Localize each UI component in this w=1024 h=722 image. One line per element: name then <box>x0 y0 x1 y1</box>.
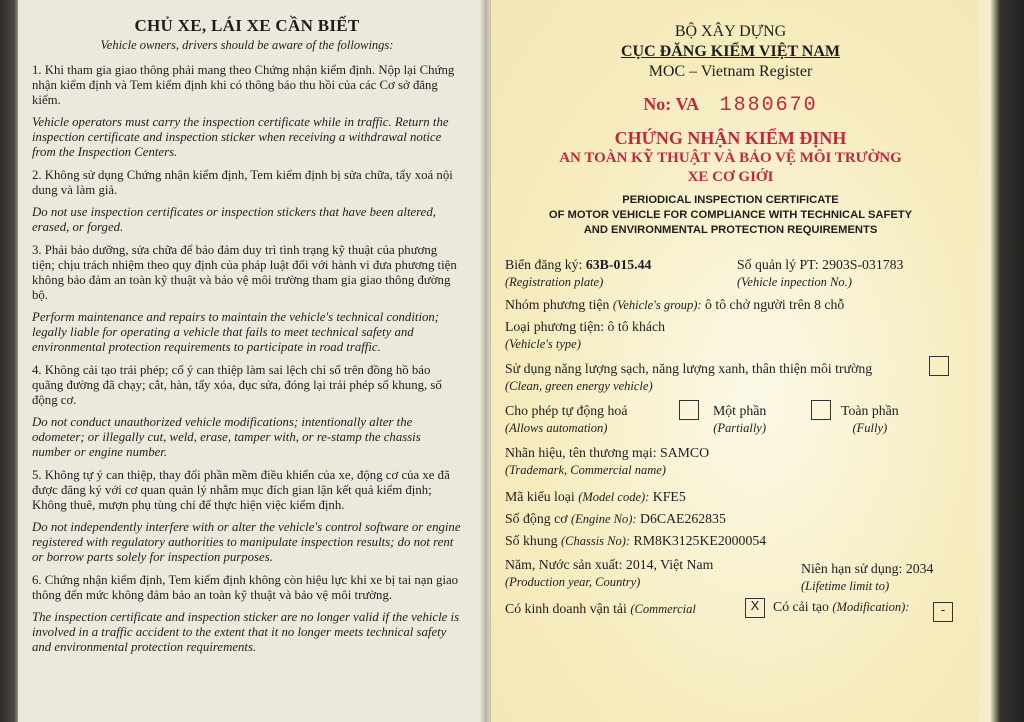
left-page <box>18 0 480 722</box>
certificate-title-en <box>505 193 956 238</box>
field-label: Toàn phần <box>841 403 899 418</box>
field-label-en: (Vehicle's group): <box>612 298 702 312</box>
modification-checkbox[interactable]: - <box>933 602 953 622</box>
notice-en: Do not use inspection certificates or inspection stickers that have been altered, erased, or forged. <box>32 205 436 234</box>
lifetime-field <box>801 560 933 595</box>
field-label-en: (Lifetime limit to) <box>801 579 890 593</box>
field-label: Có kinh doanh vận tải <box>505 601 627 616</box>
chassis-value: RM8K3125KE2000054 <box>633 533 767 548</box>
field-label: Mã kiểu loại <box>505 489 575 504</box>
vehicle-type-field <box>505 318 665 353</box>
registration-value: 63B-015.44 <box>585 257 652 272</box>
notice-en: Do not independently interfere with or alter the vehicle's control software or engine registered with regulatory authorities to manipulate inspection results; do not rent or borrow parts solely for inspection purposes. <box>32 520 461 564</box>
notice-vn: 1. Khi tham gia giao thông phải mang theo Chứng nhận kiểm định. Nộp lại Chứng nhận kiểm định và Tem kiểm định khi có thông báo thu hồi của các Cơ sở đăng kiểm. <box>32 63 455 107</box>
clean-energy-field <box>505 360 872 395</box>
left-title: CHỦ XE, LÁI XE CẦN BIẾT <box>134 16 360 35</box>
field-label-en: (Registration plate) <box>505 275 604 289</box>
notice-item-5 <box>32 468 462 565</box>
field-label-en: (Partially) <box>713 421 767 435</box>
ministry-name: BỘ XÂY DỰNG <box>674 23 787 40</box>
title-en-line: OF MOTOR VEHICLE FOR COMPLIANCE WITH TECHNICAL SAFETY <box>548 209 913 221</box>
registration-field <box>505 256 651 291</box>
vehicle-fields <box>505 256 956 656</box>
field-label: Nhãn hiệu, tên thương mại: <box>505 445 657 460</box>
commercial-checkbox[interactable]: X <box>745 598 765 618</box>
field-label: Số khung <box>505 533 558 548</box>
production-value: 2014, Việt Nam <box>625 557 714 572</box>
field-label-en: (Commercial <box>630 602 696 616</box>
inspection-no-field <box>737 256 903 291</box>
field-label-en: (Production year, Country) <box>505 575 641 589</box>
model-field <box>505 488 686 506</box>
field-label: Nhóm phương tiện <box>505 297 610 312</box>
notice-item-6 <box>32 573 462 655</box>
certificate-page <box>490 0 978 722</box>
field-label-en: (Vehicle's type) <box>505 337 581 351</box>
title-en-line: PERIODICAL INSPECTION CERTIFICATE <box>622 194 839 206</box>
field-label: Biển đăng ký: <box>505 257 583 272</box>
notice-item-1 <box>32 63 462 160</box>
certificate-number <box>505 94 956 117</box>
model-value: KFE5 <box>652 489 686 504</box>
field-label: Cho phép tự động hoá <box>505 403 628 418</box>
field-label-en: (Modification): <box>832 600 910 614</box>
clean-energy-checkbox[interactable] <box>929 356 949 376</box>
field-label-en: (Chassis No): <box>560 534 631 548</box>
agency-name: CỤC ĐĂNG KIỂM VIỆT NAM <box>621 43 840 60</box>
notice-vn: 5. Không tự ý can thiệp, thay đổi phần mềm điều khiển của xe, động cơ của xe đã được đăng ký với cơ quan quản lý nhằm mục đích gian lận kết quả kiểm định; Không thuê, mượn phụ tùng chỉ để thực hiện việc kiểm định. <box>32 468 450 512</box>
number-label: No: VA <box>643 94 700 114</box>
chassis-field <box>505 532 766 550</box>
field-label: Loại phương tiện: <box>505 319 605 334</box>
vehicle-group-value: ô tô chở người trên 8 chỗ <box>705 297 845 312</box>
field-label-en: (Vehicle inpection No.) <box>737 275 852 289</box>
title-en-line: AND ENVIRONMENTAL PROTECTION REQUIREMENTS <box>583 224 878 236</box>
notice-vn: 3. Phải bảo dưỡng, sửa chữa để bảo đảm duy trì tình trạng kỹ thuật của phương tiện; chịu trách nhiệm theo quy định của pháp luật đối với hành vi đưa phương tiện không bảo đảm an toàn kỹ thuật và bảo vệ môi trường tham gia giao thông đường bộ. <box>32 243 457 302</box>
lifetime-value: 2034 <box>905 561 934 576</box>
engine-field <box>505 510 726 528</box>
certificate-subtitle: AN TOÀN KỸ THUẬT VÀ BẢO VỆ MÔI TRƯỜNG <box>559 150 902 166</box>
field-label: Niên hạn sử dụng: <box>801 561 903 576</box>
field-label: Số quản lý PT: <box>737 257 819 272</box>
modification-field <box>773 598 909 616</box>
engine-value: D6CAE262835 <box>640 511 726 526</box>
field-label: Số động cơ <box>505 511 568 526</box>
notice-en: The inspection certificate and inspection sticker are no longer valid if the vehicle is involved in a traffic accident to the extent that it no longer meets technical safety and environmental protection requirements. <box>32 610 460 654</box>
field-label: Năm, Nước sản xuất: <box>505 557 623 572</box>
notice-item-2 <box>32 168 462 235</box>
left-subtitle: Vehicle owners, drivers should be aware of the followings: <box>100 38 394 52</box>
automation-checkbox[interactable] <box>679 400 699 420</box>
commercial-field <box>505 600 696 618</box>
field-label-en: (Allows automation) <box>505 421 608 435</box>
notice-en: Do not conduct unauthorized vehicle modifications; intentionally alter the odometer; or illegally cut, weld, erase, tamper with, or re-stamp the chassis number or engine number. <box>32 415 421 459</box>
field-label-en: (Clean, green energy vehicle) <box>505 379 653 393</box>
automation-field <box>505 402 627 437</box>
notice-vn: 2. Không sử dụng Chứng nhận kiểm định, Tem kiểm định bị sửa chữa, tẩy xoá nội dung và làm giả. <box>32 168 453 197</box>
inspection-no-value: 2903S-031783 <box>822 257 904 272</box>
agency-name-en: MOC – Vietnam Register <box>648 63 813 80</box>
field-label: Một phần <box>713 403 767 418</box>
notice-en: Vehicle operators must carry the inspection certificate while in traffic. Return the inspection certificate and inspection sticker when receiving a withdrawal notice from the Inspection Centers. <box>32 115 449 159</box>
field-label: Có cải tạo <box>773 599 829 614</box>
vehicle-group-field <box>505 296 844 314</box>
brand-value: SAMCO <box>660 445 710 460</box>
vehicle-type-value: ô tô khách <box>607 319 666 334</box>
partial-field <box>713 402 766 437</box>
field-label-en: (Fully) <box>852 421 888 435</box>
notice-en: Perform maintenance and repairs to maintain the vehicle's technical condition; legally liable for operating a vehicle that fails to meet technical safety and environmental protection requirements to participate in road traffic. <box>32 310 440 354</box>
field-label-en: (Engine No): <box>570 512 637 526</box>
notice-vn: 4. Không cải tạo trái phép; cố ý can thiệp làm sai lệch chỉ số trên đồng hồ báo quãng đường đã chạy; cắt, hàn, tẩy xóa, đục sửa, đóng lại trái phép số khung, số động cơ. <box>32 363 442 407</box>
notice-item-4 <box>32 363 462 460</box>
notice-item-3 <box>32 243 462 355</box>
field-label: Sử dụng năng lượng sạch, năng lượng xanh, thân thiện môi trường <box>505 361 873 376</box>
number-value: 1880670 <box>719 94 818 117</box>
production-field <box>505 556 713 591</box>
brand-field <box>505 444 709 479</box>
certificate-subtitle-2: XE CƠ GIỚI <box>687 169 774 185</box>
partial-checkbox[interactable] <box>811 400 831 420</box>
certificate-title: CHỨNG NHẬN KIỂM ĐỊNH <box>614 128 847 148</box>
notice-vn: 6. Chứng nhận kiểm định, Tem kiểm định không còn hiệu lực khi xe bị tai nạn giao thông đến mức không đảm bảo an toàn kỹ thuật và bảo vệ môi trường. <box>32 573 459 602</box>
full-field <box>841 402 899 437</box>
field-label-en: (Trademark, Commercial name) <box>505 463 666 477</box>
field-label-en: (Model code): <box>578 490 650 504</box>
